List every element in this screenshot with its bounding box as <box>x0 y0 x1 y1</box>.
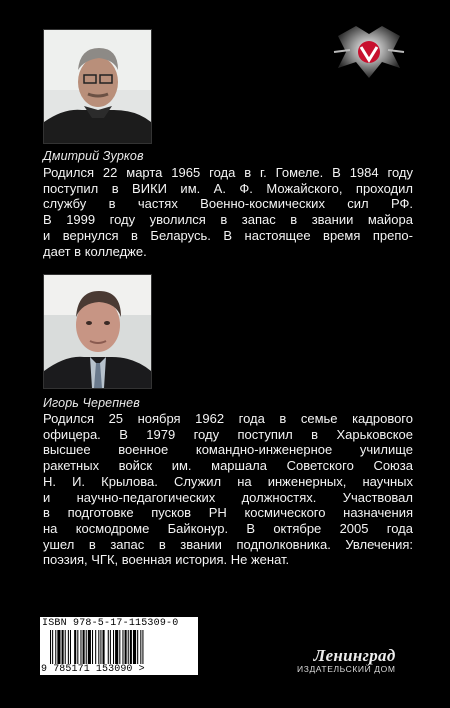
barcode-bar <box>122 630 123 664</box>
author-photo-cherepnev <box>43 274 152 389</box>
barcode-bar <box>86 630 87 664</box>
barcode-bar <box>55 630 56 664</box>
publisher-name: Ленинград <box>313 646 396 665</box>
bio-line: поэзия, ЧГК, военная история. Не женат. <box>43 552 290 568</box>
barcode-bar <box>70 630 71 664</box>
bio-line: высшее военное командно-инженерное училище <box>43 442 413 458</box>
author-name-2: Игорь Черепнев <box>43 396 140 410</box>
bio-line: и вернулся в Беларусь. В настоящее время препо- <box>43 227 413 243</box>
bio-line: Н. И. Крылова. Служил на инженерных, научных <box>43 473 413 489</box>
barcode-bar <box>133 630 136 664</box>
bio-line: службу в частях Военно-космических сил РФ. <box>43 196 413 212</box>
barcode-bar <box>68 630 69 664</box>
publisher-logo <box>297 646 396 674</box>
barcode-bar <box>52 630 53 664</box>
publisher-subtitle: ИЗДАТЕЛЬСКИЙ ДОМ <box>297 664 396 674</box>
barcode-bar <box>74 630 76 664</box>
bio-line: В 1999 году уволился в запас в звании майора <box>43 212 413 228</box>
barcode-bar <box>57 630 60 664</box>
barcode-bar <box>88 630 91 664</box>
barcode-bar <box>128 630 129 664</box>
barcode-bar <box>110 630 111 664</box>
author-bio-2 <box>43 411 413 568</box>
barcode-bar <box>95 630 96 664</box>
series-emblem-icon <box>330 22 408 84</box>
isbn-barcode <box>40 617 198 675</box>
barcode-bar <box>98 630 99 664</box>
barcode-bar <box>108 630 109 664</box>
bio-line: офицера. В 1979 году поступил в Харьковское <box>43 426 413 442</box>
barcode-bar <box>100 630 101 664</box>
barcode-digits: 9 785171 153090 > <box>41 664 145 675</box>
barcode-bar <box>113 630 114 664</box>
author-name-1: Дмитрий Зурков <box>43 149 144 163</box>
isbn-label: ISBN 978-5-17-115309-0 <box>42 618 179 629</box>
bio-line: поступил в ВИКИ им. А. Ф. Можайского, проходил <box>43 180 413 196</box>
barcode-bar <box>50 630 51 664</box>
barcode-bar <box>115 630 118 664</box>
barcode-bar <box>119 630 120 664</box>
bio-line: дает в колледже. <box>43 243 147 259</box>
barcode-bar <box>80 630 81 664</box>
bio-line: на космодроме Байконур. В октябре 2005 года <box>43 520 413 536</box>
barcode-bar <box>65 630 66 664</box>
barcode-bar <box>77 630 78 664</box>
bio-line: Родился 25 ноября 1962 года в семье кадрового <box>43 411 413 426</box>
barcode-bar <box>130 630 132 664</box>
bio-line: ушел в запас в звании подполковника. Увлечения: <box>43 536 413 552</box>
barcode-bar <box>125 630 127 664</box>
author-bio-1 <box>43 165 413 259</box>
barcode-bar <box>62 630 64 664</box>
bio-line: ракетных войск им. маршала Советского Союза <box>43 458 413 474</box>
barcode-bars <box>50 630 188 664</box>
barcode-bar <box>142 630 143 664</box>
barcode-bar <box>83 630 85 664</box>
bio-line: Родился 22 марта 1965 года в г. Гомеле. В 1984 году <box>43 165 413 180</box>
bio-line: и научно-педагогических должностях. Участвовал <box>43 489 413 505</box>
bio-line: в подготовке пусков РН космического назначения <box>43 505 413 521</box>
author-photo-zurkov <box>43 29 152 144</box>
barcode-bar <box>92 630 93 664</box>
barcode-bar <box>137 630 138 664</box>
barcode-bar <box>140 630 141 664</box>
barcode-bar <box>103 630 105 664</box>
